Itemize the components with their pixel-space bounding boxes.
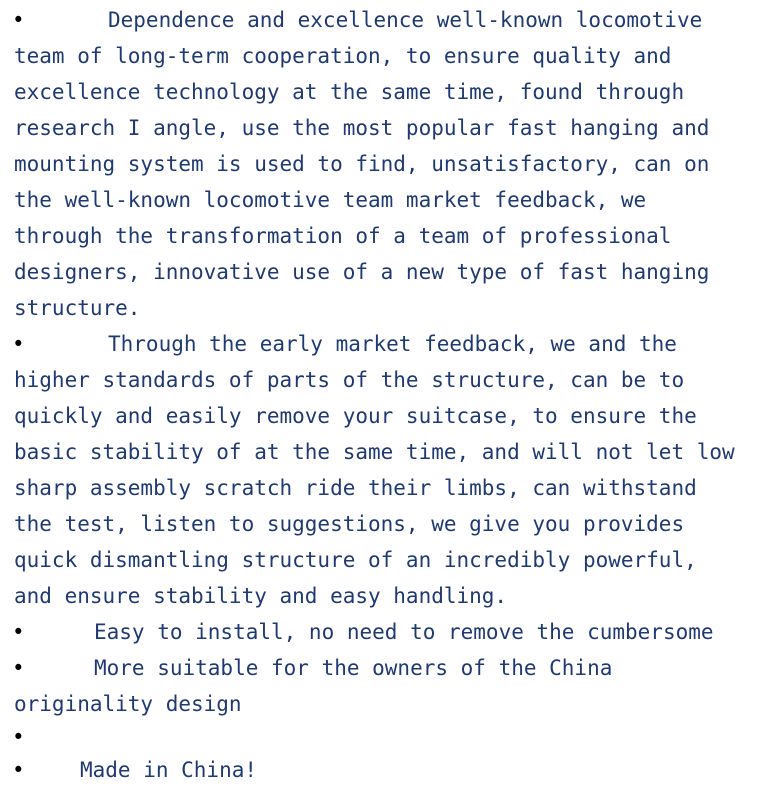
text-line: and ensure stability and easy handling. [14,584,508,608]
line-text: Easy to install, no need to remove the cumbersome [94,620,714,644]
text-line: basic stability of at the same time, and will not let low [14,440,735,464]
text-line: • [12,725,25,749]
text-line: • Dependence and excellence well-known locomotive [12,8,703,32]
text-line: • Through the early market feedback, we and the [12,332,677,356]
product-description [14,2,764,788]
line-text: More suitable for the owners of the China [94,656,613,680]
line-text: Dependence and excellence well-known locomotive [108,8,703,32]
line-text: Made in China! [80,758,258,782]
bullet-item-made-in [14,752,764,788]
text-line: quickly and easily remove your suitcase, to ensure the [14,404,697,428]
bullet-item-empty [14,722,764,752]
text-line: originality design [14,692,242,716]
text-line: excellence technology at the same time, found through [14,80,685,104]
text-line: • Easy to install, no need to remove the cumbersome [12,620,714,644]
bullet-item-install [14,614,764,650]
text-line: mounting system is used to find, unsatisfactory, can on [14,152,710,176]
paragraph-2 [14,326,764,614]
text-line: designers, innovative use of a new type of fast hanging [14,260,710,284]
text-line: higher standards of parts of the structure, can be to [14,368,685,392]
bullet-item-design [14,650,764,722]
text-line: the well-known locomotive team market feedback, we [14,188,647,212]
text-line: quick dismantling structure of an incredibly powerful, [14,548,697,572]
paragraph-1 [14,2,764,326]
line-text: Through the early market feedback, we and the [108,332,677,356]
text-line: • More suitable for the owners of the China [12,656,613,680]
text-line: • Made in China! [12,758,258,782]
text-line: the test, listen to suggestions, we give you provides [14,512,685,536]
text-line: structure. [14,296,141,320]
text-line: through the transformation of a team of professional [14,224,672,248]
text-line: sharp assembly scratch ride their limbs, can withstand [14,476,697,500]
text-line: team of long-term cooperation, to ensure quality and [14,44,672,68]
text-line: research I angle, use the most popular fast hanging and [14,116,710,140]
